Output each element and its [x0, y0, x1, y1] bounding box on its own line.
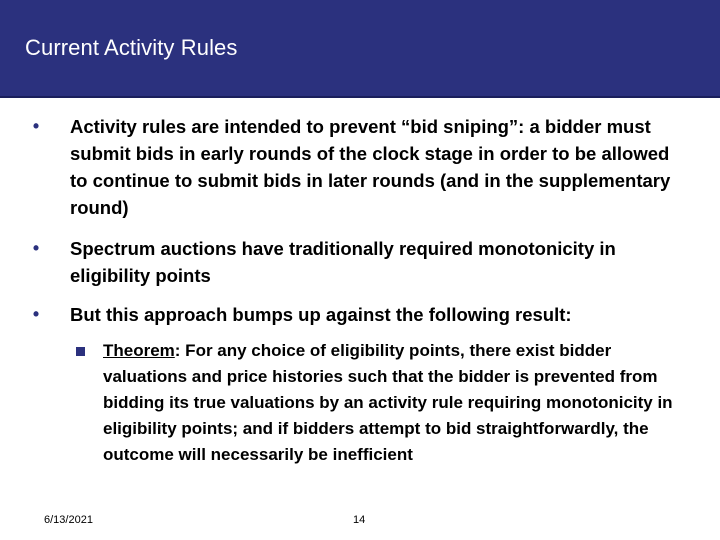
bullet-text: Activity rules are intended to prevent “bid sniping”: a bidder must submit bids in early rounds of the clock stage in order to be allowed to continue to submit bids in later rounds (and in the supplementary round)	[70, 116, 671, 218]
page-number: 14	[353, 514, 366, 526]
slide-body	[30, 113, 690, 468]
bullet-item	[30, 301, 690, 328]
bullet-dot-icon: •	[32, 116, 40, 136]
theorem-text: : For any choice of eligibility points, there exist bidder valuations and price histories such that the bidder is prevented from bidding its true valuations by an activity rule requiring monotonicity in eligibility points; and if bidders attempt to bid straightforwardly, the outcome will necessarily be inefficient	[103, 341, 673, 464]
bullet-text: But this approach bumps up against the following result:	[70, 304, 572, 325]
bullet-text: Spectrum auctions have traditionally required monotonicity in eligibility points	[70, 238, 616, 286]
footer-date: 6/13/2021	[44, 514, 93, 526]
square-bullet-icon	[76, 347, 85, 356]
title-bar	[0, 0, 720, 98]
bullet-item	[30, 113, 690, 221]
bullet-item	[30, 235, 690, 289]
slide-title: Current Activity Rules	[25, 35, 238, 60]
sub-bullet-item	[70, 338, 690, 468]
bullet-dot-icon: •	[32, 304, 40, 324]
theorem-term: Theorem	[103, 341, 175, 360]
bullet-dot-icon: •	[32, 238, 40, 258]
